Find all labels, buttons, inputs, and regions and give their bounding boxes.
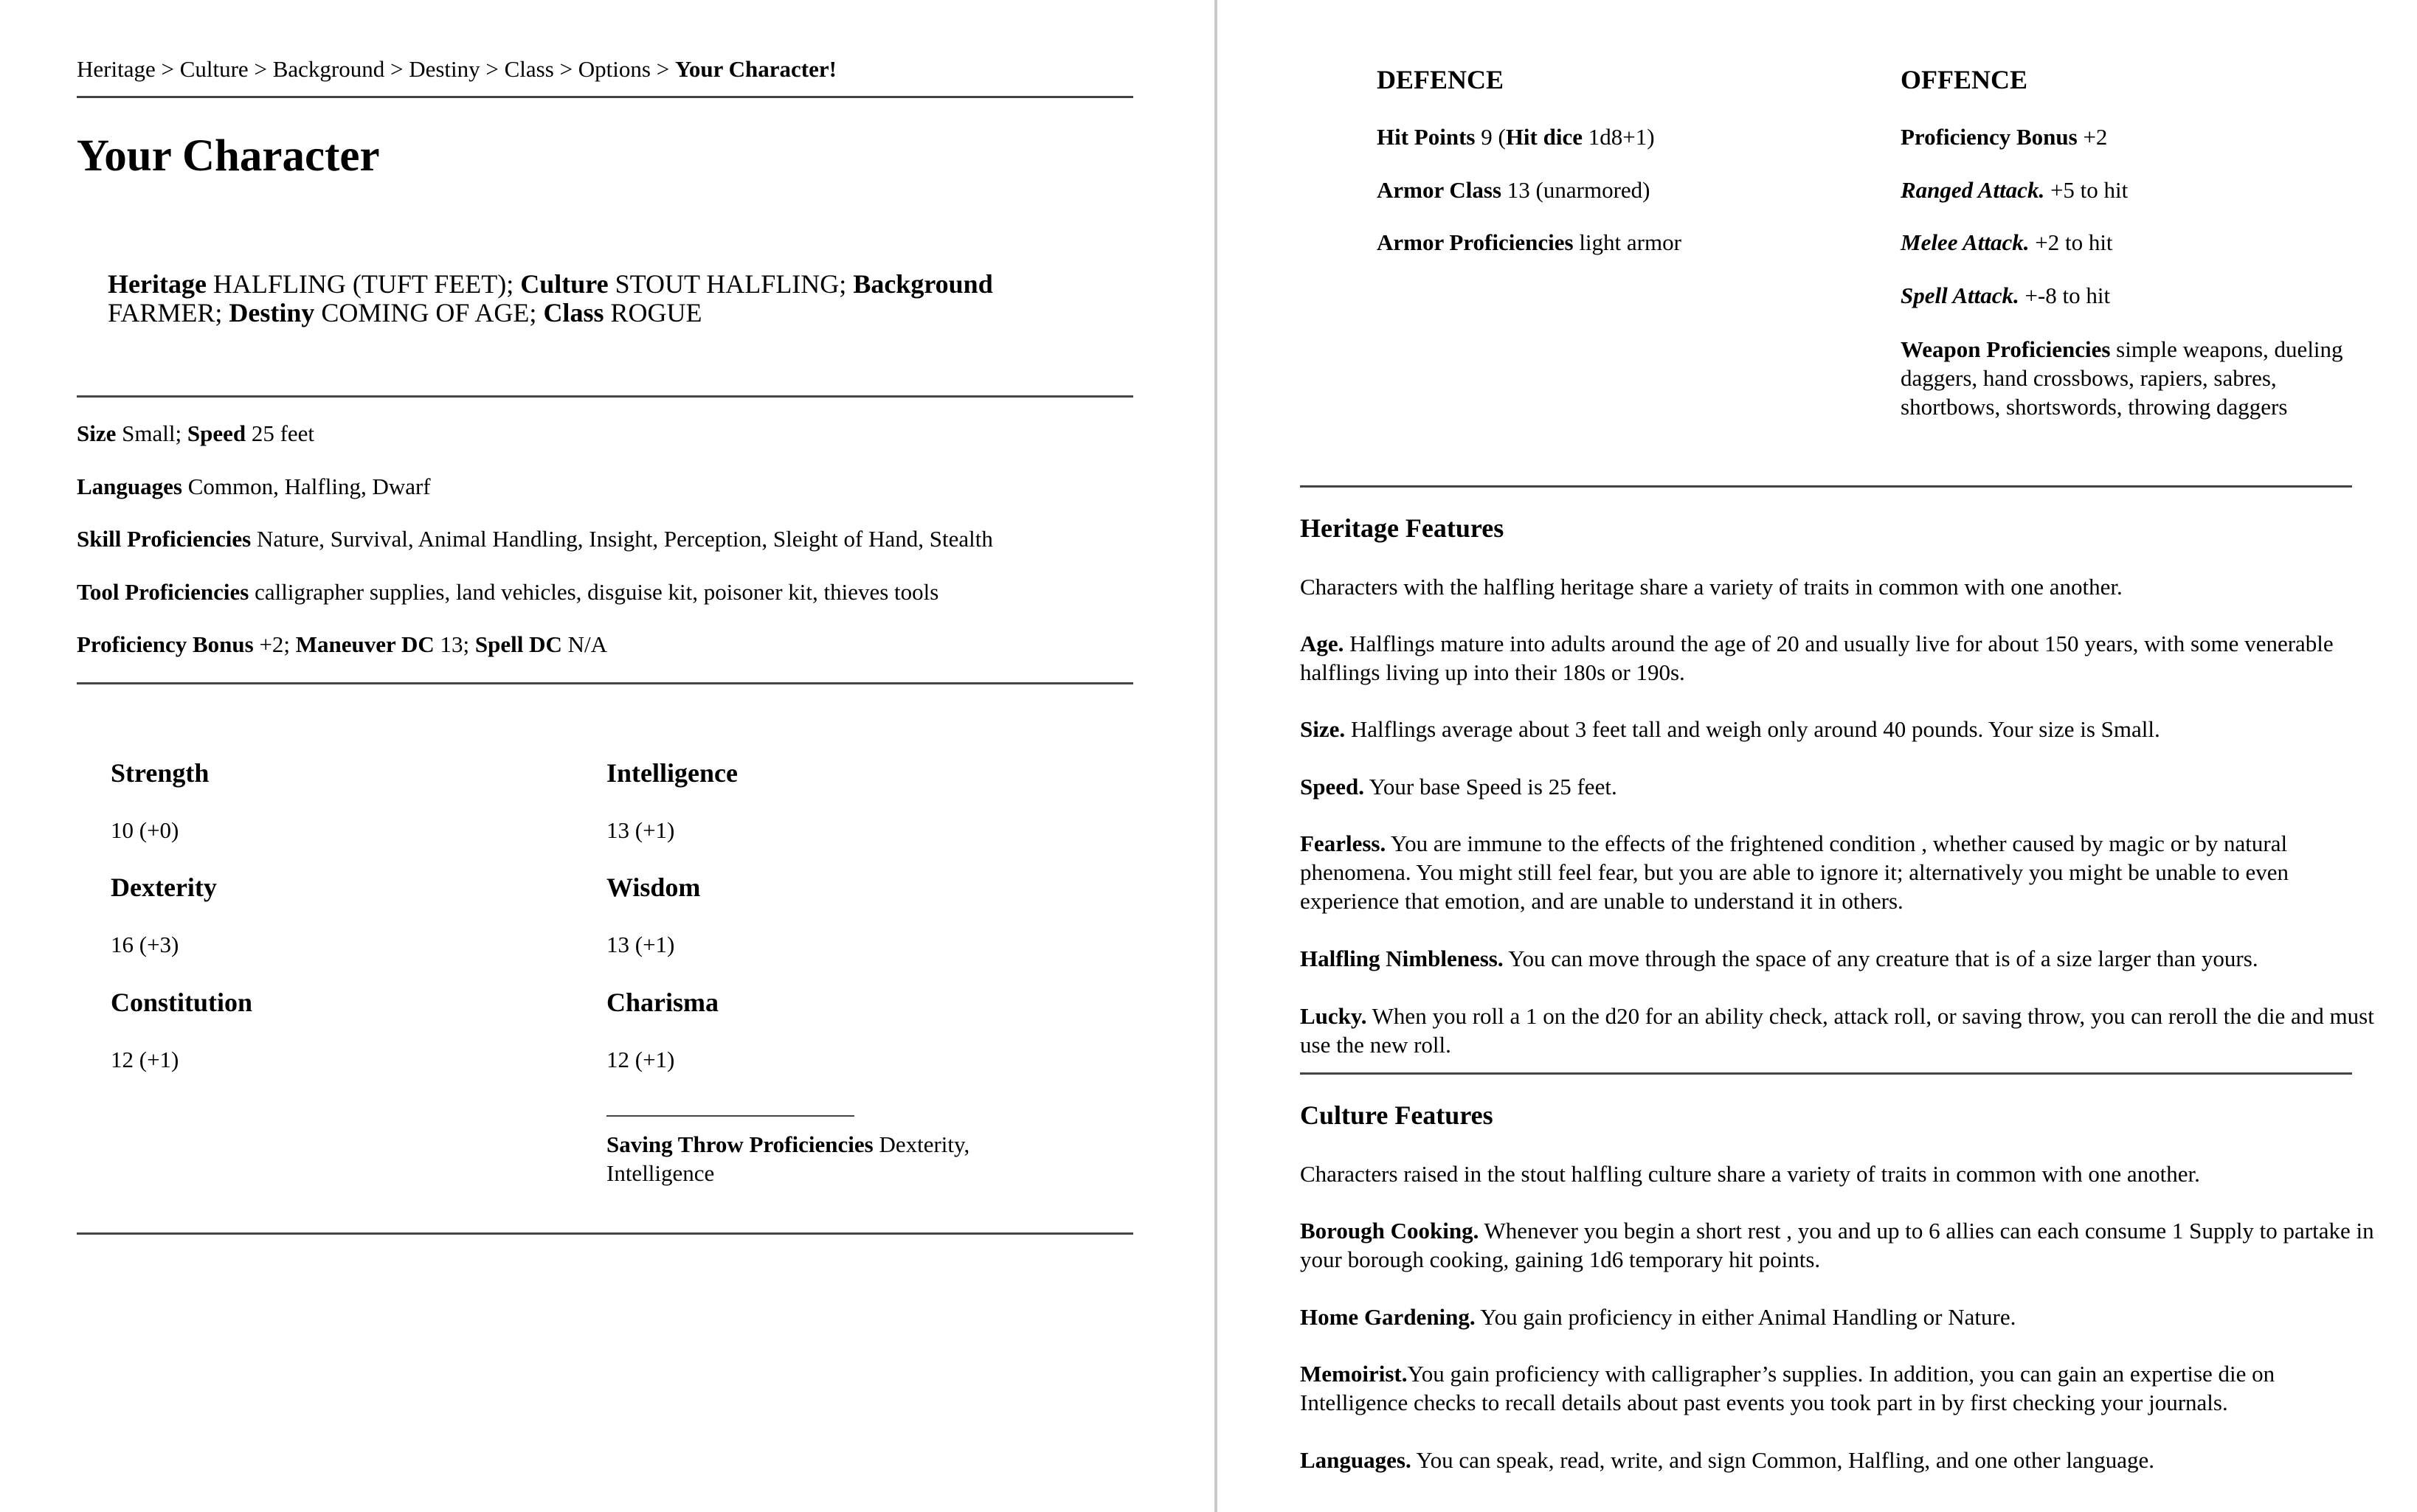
- culture-feature-borough-cooking: [1300, 1216, 2377, 1274]
- maneuver-dc-value: 13: [440, 631, 463, 657]
- hit-points-label: Hit Points: [1377, 124, 1476, 150]
- character-summary: Heritage HALFLING (TUFT FEET); Culture STOUT HALFLING; Background FARMER; Destiny COMING OF AGE; Class ROGUE: [108, 269, 993, 327]
- spell-attack-value: +-8 to hit: [2024, 282, 2111, 308]
- maneuver-dc-label: Maneuver DC: [295, 631, 435, 657]
- heritage-feature-nimbleness: [1300, 944, 2377, 973]
- armor-class-value: 13 (unarmored): [1507, 177, 1650, 203]
- ability-strength-name: Strength: [111, 758, 210, 788]
- armor-proficiencies-value: light armor: [1579, 229, 1681, 255]
- offence-prof-bonus-value: +2: [2083, 124, 2108, 150]
- feature-label: Lucky.: [1300, 1003, 1367, 1029]
- ability-intelligence-value: 13 (+1): [606, 817, 675, 843]
- divider: [1300, 1072, 2352, 1075]
- feature-text: You gain proficiency with calligrapher’s supplies. In addition, you can gain an expertise die on Intelligence checks to recall details about past events you took part in by first checking your journals.: [1300, 1361, 2275, 1415]
- size-speed-line: Size Small; Speed 25 feet: [77, 420, 315, 446]
- breadcrumb-separator: >: [559, 56, 573, 82]
- saving-throw-label: Saving Throw Proficiencies: [606, 1131, 874, 1157]
- feature-text: Your base Speed is 25 feet.: [1369, 774, 1617, 800]
- heritage-value: HALFLING (TUFT FEET): [212, 269, 507, 299]
- offence-title: OFFENCE: [1901, 65, 2028, 94]
- feature-text: You are immune to the effects of the frightened condition , whether caused by magic or by natural phenomena. You might still feel fear, but you are able to ignore it; alternatively you might be unable to even experience that emotion, and are unable to understand it in others.: [1300, 830, 2289, 914]
- prof-bonus-label: Proficiency Bonus: [77, 631, 254, 657]
- skills-label: Skill Proficiencies: [77, 526, 252, 552]
- speed-value: 25 feet: [251, 420, 315, 446]
- breadcrumb-current: Your Character!: [674, 56, 837, 82]
- breadcrumb-background[interactable]: Background: [272, 56, 385, 82]
- hit-dice-label: Hit dice: [1505, 124, 1583, 150]
- feature-label: Borough Cooking.: [1300, 1218, 1479, 1244]
- armor-proficiencies-label: Armor Proficiencies: [1377, 229, 1574, 255]
- ability-constitution-name: Constitution: [111, 988, 253, 1017]
- breadcrumb-separator: >: [161, 56, 174, 82]
- hit-points-value: 9: [1481, 124, 1493, 150]
- size-value: Small: [122, 420, 176, 446]
- ability-intelligence-name: Intelligence: [606, 758, 738, 788]
- feature-text: Halflings average about 3 feet tall and weigh only around 40 pounds. Your size is Small.: [1350, 716, 2160, 742]
- feature-label: Size.: [1300, 716, 1346, 742]
- feature-text: When you roll a 1 on the d20 for an ability check, attack roll, or saving throw, you can reroll the die and must use the new roll.: [1300, 1003, 2374, 1058]
- page-title: Your Character: [77, 131, 380, 181]
- culture-feature-home-gardening: [1300, 1303, 2377, 1331]
- heritage-feature-lucky: [1300, 1002, 2377, 1059]
- background-label: Background: [853, 269, 993, 299]
- breadcrumb-separator: >: [656, 56, 670, 82]
- weapon-proficiencies-value: simple weapons, dueling daggers, hand crossbows, rapiers, sabres, shortbows, shortswords, throwing daggers: [1901, 336, 2343, 420]
- heritage-feature-fearless: [1300, 829, 2377, 915]
- feature-text: Whenever you begin a short rest , you and up to 6 allies can each consume 1 Supply to partake in your borough cooking, gaining 1d6 temporary hit points.: [1300, 1218, 2374, 1272]
- breadcrumb-separator: >: [485, 56, 499, 82]
- ability-dexterity-value: 16 (+3): [111, 932, 179, 957]
- feature-text: Halflings mature into adults around the age of 20 and usually live for about 150 years, with some venerable halflings living up into their 180s or 190s.: [1300, 631, 2334, 685]
- tools-label: Tool Proficiencies: [77, 579, 249, 605]
- breadcrumb-separator: >: [254, 56, 267, 82]
- breadcrumb: [77, 55, 837, 84]
- tools-line: [77, 578, 938, 607]
- culture-label: Culture: [520, 269, 609, 299]
- heritage-features-intro: Characters with the halfling heritage share a variety of traits in common with one another.: [1300, 574, 2123, 600]
- culture-features-intro: Characters raised in the stout halfling culture share a variety of traits in common with one another.: [1300, 1161, 2200, 1187]
- destiny-value: COMING OF AGE: [321, 298, 530, 327]
- ranged-attack-label: Ranged Attack.: [1901, 177, 2045, 203]
- class-label: Class: [543, 298, 604, 327]
- weapon-proficiencies-label: Weapon Proficiencies: [1901, 336, 2111, 362]
- spell-dc-label: Spell DC: [474, 631, 562, 657]
- hit-points-line: Hit Points 9 (Hit dice 1d8+1): [1377, 124, 1655, 150]
- melee-attack-value: +2 to hit: [2035, 229, 2113, 255]
- saving-throw-proficiencies: [606, 1130, 1064, 1187]
- divider: [77, 1232, 1133, 1235]
- armor-proficiencies-line: [1377, 228, 1681, 257]
- saving-throw-rule: [606, 1115, 854, 1117]
- feature-label: Memoirist.: [1300, 1361, 1408, 1387]
- spell-dc-value: N/A: [567, 631, 608, 657]
- ability-wisdom-name: Wisdom: [606, 873, 701, 902]
- breadcrumb-culture[interactable]: Culture: [179, 56, 249, 82]
- heritage-feature-age: [1300, 629, 2377, 687]
- skills-line: [77, 524, 993, 554]
- armor-class-label: Armor Class: [1377, 177, 1502, 203]
- languages-value: Common, Halfling, Dwarf: [187, 474, 431, 499]
- culture-value: STOUT HALFLING: [615, 269, 840, 299]
- breadcrumb-class[interactable]: Class: [504, 56, 554, 82]
- size-label: Size: [77, 420, 117, 446]
- heritage-feature-speed: [1300, 772, 2377, 801]
- heritage-features-title: Heritage Features: [1300, 513, 1504, 543]
- feature-label: Languages.: [1300, 1447, 1411, 1473]
- offence-prof-bonus-label: Proficiency Bonus: [1901, 124, 2078, 150]
- defence-title: DEFENCE: [1377, 65, 1504, 94]
- feature-text: You can speak, read, write, and sign Common, Halfling, and one other language.: [1416, 1447, 2155, 1473]
- prof-bonus-value: +2: [259, 631, 284, 657]
- armor-class-line: [1377, 176, 1650, 205]
- right-panel: [1217, 0, 2417, 1512]
- dc-line: Proficiency Bonus +2; Maneuver DC 13; Spell DC N/A: [77, 631, 608, 657]
- destiny-label: Destiny: [229, 298, 315, 327]
- breadcrumb-separator: >: [390, 56, 404, 82]
- ranged-attack-line: [1901, 176, 2128, 205]
- breadcrumb-heritage[interactable]: Heritage: [77, 56, 156, 82]
- ability-dexterity-name: Dexterity: [111, 873, 217, 902]
- culture-feature-memoirist: [1300, 1359, 2377, 1417]
- feature-text: You gain proficiency in either Animal Handling or Nature.: [1480, 1304, 2016, 1330]
- tools-value: calligrapher supplies, land vehicles, disguise kit, poisoner kit, thieves tools: [255, 579, 939, 605]
- languages-line: [77, 472, 431, 502]
- divider: [77, 96, 1133, 98]
- skills-value: Nature, Survival, Animal Handling, Insight, Perception, Sleight of Hand, Stealth: [256, 526, 993, 552]
- ability-wisdom-value: 13 (+1): [606, 932, 675, 957]
- culture-feature-languages: [1300, 1446, 2377, 1474]
- spell-attack-label: Spell Attack.: [1901, 282, 2019, 308]
- feature-text: You can move through the space of any creature that is of a size larger than yours.: [1508, 946, 2258, 971]
- ability-charisma-value: 12 (+1): [606, 1047, 675, 1072]
- background-value: FARMER: [108, 298, 215, 327]
- class-value: ROGUE: [610, 298, 702, 327]
- languages-label: Languages: [77, 474, 182, 499]
- divider: [77, 395, 1133, 398]
- spell-attack-line: [1901, 281, 2110, 311]
- feature-label: Halfling Nimbleness.: [1300, 946, 1504, 971]
- saving-throw-value: Dexterity, Intelligence: [606, 1131, 970, 1186]
- speed-label: Speed: [187, 420, 246, 446]
- feature-label: Age.: [1300, 631, 1344, 656]
- breadcrumb-options[interactable]: Options: [578, 56, 651, 82]
- feature-label: Fearless.: [1300, 830, 1386, 856]
- breadcrumb-destiny[interactable]: Destiny: [409, 56, 480, 82]
- ability-charisma-name: Charisma: [606, 988, 719, 1017]
- culture-features-title: Culture Features: [1300, 1100, 1493, 1130]
- ranged-attack-value: +5 to hit: [2050, 177, 2129, 203]
- ability-constitution-value: 12 (+1): [111, 1047, 179, 1072]
- heritage-feature-size: [1300, 715, 2377, 743]
- hit-dice-value: 1d8+1: [1588, 124, 1647, 150]
- divider: [1300, 485, 2352, 488]
- ability-strength-value: 10 (+0): [111, 817, 179, 843]
- feature-label: Home Gardening.: [1300, 1304, 1476, 1330]
- heritage-label: Heritage: [108, 269, 207, 299]
- weapon-proficiencies: [1901, 335, 2343, 421]
- offence-prof-bonus-line: [1901, 122, 2107, 152]
- melee-attack-label: Melee Attack.: [1901, 229, 2030, 255]
- melee-attack-line: [1901, 228, 2113, 257]
- feature-label: Speed.: [1300, 774, 1364, 800]
- divider: [77, 682, 1133, 684]
